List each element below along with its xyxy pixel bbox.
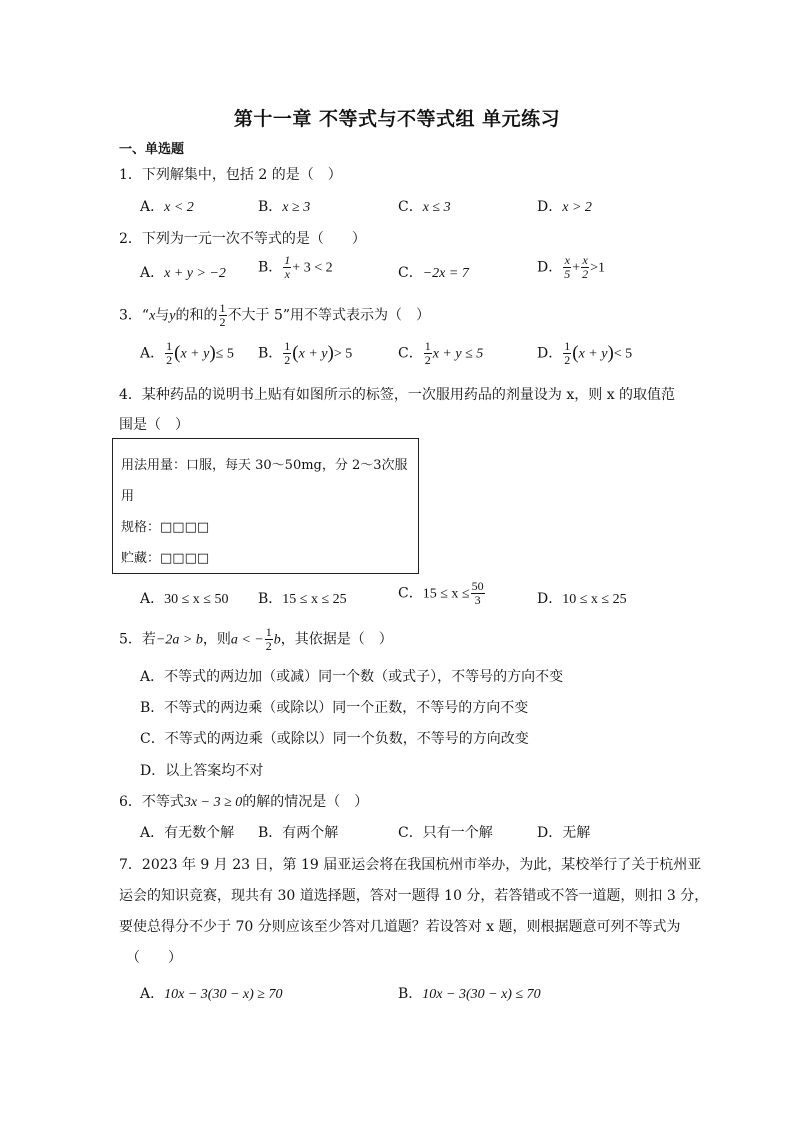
option-letter: D． [537, 345, 563, 362]
option-expr: 10x − 3(30 − x) ≥ 70 [164, 987, 283, 1002]
fraction [219, 302, 227, 329]
option-expr: 15 ≤ x ≤ 25 [282, 592, 347, 607]
question-4-stem-line-2: 围是（ ） [119, 417, 189, 433]
option-letter: D． [537, 591, 563, 607]
left-paren: ( [572, 342, 579, 364]
fraction-numerator: 1 [284, 339, 291, 353]
q6-option-d[interactable]: D．无解 [537, 825, 591, 841]
fraction-denominator: 2 [284, 353, 291, 367]
fraction-numerator: 1 [424, 339, 431, 353]
option-letter: D． [537, 259, 563, 276]
q7-option-a[interactable] [140, 983, 282, 1003]
fraction-numerator: x [564, 253, 570, 267]
option-expr: + 3 < 2 [292, 260, 333, 276]
label-dosage-line-cont: 用 [121, 489, 135, 504]
q7-option-b[interactable] [398, 983, 541, 1003]
option-letter: A． [140, 345, 165, 362]
fraction [563, 340, 571, 367]
option-expr: 10 ≤ x ≤ 25 [562, 592, 627, 607]
stem-text: ，其依据是（ ） [280, 631, 393, 648]
q2-option-b[interactable] [258, 254, 333, 281]
fraction-denominator: 5 [564, 267, 571, 281]
option-relation: < 5 [613, 346, 633, 362]
q1-option-a[interactable] [140, 196, 194, 216]
option-expr: 30 ≤ x ≤ 50 [164, 592, 229, 607]
q5-option-d[interactable]: D．以上答案均不对 [140, 763, 264, 779]
option-relation: > 5 [333, 346, 353, 362]
fraction-numerator: 50 [471, 579, 484, 593]
var-x: x [149, 308, 156, 324]
q6-option-c[interactable]: C．只有一个解 [398, 825, 493, 841]
option-letter: C． [398, 345, 423, 362]
stem-text: 5．若 [119, 631, 156, 648]
option-expr: 15 ≤ x ≤ [422, 586, 470, 602]
left-paren: ( [292, 342, 299, 364]
q3-option-b[interactable] [258, 340, 352, 367]
q1-option-b[interactable] [258, 196, 310, 216]
stem-expr: −2a > b [155, 632, 203, 648]
fraction-denominator: 3 [474, 593, 481, 607]
q3-option-a[interactable] [140, 340, 234, 367]
question-7-line-1: 7．2023 年 9 月 23 日，第 19 届亚运会将在我国杭州市举办，为此，某校举行了关于杭州亚 [119, 857, 702, 873]
option-expr: >1 [590, 260, 606, 276]
fraction-denominator: 2 [564, 353, 571, 367]
option-letter: A． [140, 591, 165, 607]
left-paren: ( [174, 342, 181, 364]
option-expr: x + y [578, 346, 608, 362]
fraction-numerator: 1 [564, 339, 571, 353]
fraction-numerator: 1 [166, 339, 173, 353]
stem-expr: b [273, 632, 281, 648]
option-letter: B． [258, 591, 283, 607]
q1-option-c[interactable] [398, 196, 451, 216]
question-3-stem [119, 302, 430, 329]
fraction-denominator: 2 [219, 315, 226, 329]
fraction-denominator: 2 [424, 353, 431, 367]
option-letter: B． [258, 259, 283, 276]
q2-option-a[interactable] [140, 262, 226, 282]
q4-option-a[interactable] [140, 588, 229, 608]
option-expr: −2x = 7 [422, 266, 469, 281]
label-spec-line: 规格：□□□□ [121, 520, 210, 535]
var-y: y [169, 308, 176, 324]
q1-option-d[interactable] [537, 196, 592, 216]
section-heading: 一、单选题 [119, 142, 185, 157]
option-letter: C． [398, 199, 423, 215]
q2-option-d[interactable] [537, 254, 605, 281]
question-6-stem [119, 791, 368, 811]
stem-text: 的和的 [175, 307, 218, 324]
plus-sign: + [572, 260, 581, 276]
q5-option-a[interactable]: A．不等式的两边加（或减）同一个数（或式子），不等号的方向不变 [140, 669, 564, 685]
fraction-denominator: 2 [166, 353, 173, 367]
page-title: 第十一章 不等式与不等式组 单元练习 [233, 108, 561, 130]
right-paren: ) [607, 342, 614, 364]
option-letter: B． [258, 345, 283, 362]
option-expr: x ≥ 3 [282, 200, 311, 215]
option-relation: ≤ 5 [215, 346, 234, 362]
stem-text: ，则 [202, 631, 231, 648]
q4-option-d[interactable] [537, 588, 627, 608]
fraction [581, 254, 589, 281]
option-letter: B． [258, 199, 283, 215]
option-expr: 10x − 3(30 − x) ≤ 70 [422, 987, 541, 1002]
fraction-numerator: 1 [284, 253, 291, 267]
option-expr: x + y [180, 346, 210, 362]
fraction-numerator: x [582, 253, 588, 267]
fraction-numerator: 1 [265, 625, 272, 639]
medicine-label-box [112, 438, 419, 574]
q3-option-d[interactable] [537, 340, 632, 367]
question-7-line-3: 要使总得分不少于 70 分则应该至少答对几道题？若设答对 x 题，则根据题意可列不等式为 [119, 919, 681, 935]
option-expr: x + y [298, 346, 328, 362]
q5-option-c[interactable]: C．不等式的两边乘（或除以）同一个负数，不等号的方向改变 [140, 731, 529, 747]
fraction-denominator: 2 [582, 267, 589, 281]
option-letter: C． [398, 265, 423, 281]
q2-option-c[interactable] [398, 262, 469, 282]
question-7-line-4: （ ） [126, 950, 182, 966]
question-2-stem: 2．下列为一元一次不等式的是（ ） [119, 231, 366, 247]
fraction [283, 340, 291, 367]
stem-text: 3．“ [119, 307, 150, 324]
stem-text: 6．不等式 [119, 794, 184, 810]
right-paren: ) [209, 342, 216, 364]
option-letter: D． [537, 199, 563, 215]
stem-expr: 3x − 3 ≥ 0 [183, 795, 243, 810]
q5-option-b[interactable]: B．不等式的两边乘（或除以）同一个正数，不等号的方向不变 [140, 700, 529, 716]
option-expr: x + y ≤ 5 [432, 346, 484, 362]
option-expr: x ≤ 3 [422, 200, 451, 215]
fraction [165, 340, 173, 367]
question-7-line-2: 运会的知识竞赛，现共有 30 道选择题，答对一题得 10 分，若答错或不答一道题，则扣 3 分， [119, 888, 709, 904]
q4-option-b[interactable] [258, 588, 347, 608]
option-expr: x > 2 [562, 200, 592, 215]
right-paren: ) [327, 342, 334, 364]
q3-option-c[interactable] [398, 340, 483, 367]
label-storage-line: 贮藏：□□□□ [121, 551, 210, 566]
stem-expr: a < − [230, 632, 264, 648]
q6-option-b[interactable]: B．有两个解 [258, 825, 339, 841]
option-letter: C． [398, 585, 423, 602]
option-expr: x < 2 [164, 200, 194, 215]
label-dosage-line: 用法用量：口服，每天 30～50mg，分 2～3次服 [121, 458, 408, 473]
fraction-denominator: 2 [265, 639, 272, 653]
option-letter: A． [140, 265, 165, 281]
fraction [563, 254, 571, 281]
q4-option-c[interactable] [398, 580, 486, 607]
stem-text: 的解的情况是（ ） [242, 794, 369, 810]
option-letter: A． [140, 199, 165, 215]
option-letter: B． [398, 986, 423, 1002]
q6-option-a[interactable]: A．有无数个解 [140, 825, 235, 841]
fraction [424, 340, 432, 367]
fraction-numerator: 1 [219, 301, 226, 315]
option-expr: x + y > −2 [164, 266, 226, 281]
fraction-denominator: x [284, 267, 290, 281]
stem-text: 与 [155, 307, 170, 324]
question-5-stem [119, 626, 393, 653]
fraction [283, 254, 291, 281]
fraction [471, 580, 485, 607]
stem-text: 不大于 5”用不等式表示为（ ） [227, 307, 431, 324]
option-letter: A． [140, 986, 165, 1002]
question-1-stem: 1．下列解集中，包括 2 的是（ ） [119, 167, 342, 183]
question-4-stem-line-1: 4．某种药品的说明书上贴有如图所示的标签，一次服用药品的剂量设为 x，则 x 的取值范 [119, 387, 676, 403]
fraction [265, 626, 273, 653]
